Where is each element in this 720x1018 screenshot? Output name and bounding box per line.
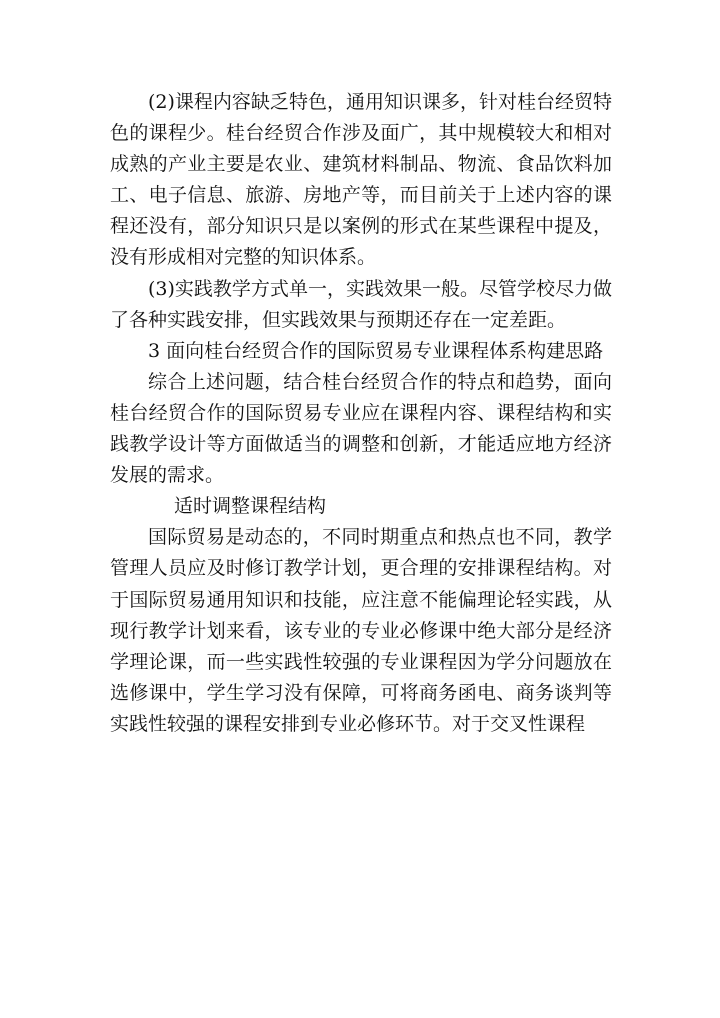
paragraph-section-intro: 综合上述问题，结合桂台经贸合作的特点和趋势，面向桂台经贸合作的国际贸易专业应在课程内容、课程结构和实践教学设计等方面做适当的调整和创新，才能适应地方经济发展的需求。: [110, 370, 612, 487]
document-page: [110, 87, 612, 740]
section-heading-3: 3 面向桂台经贸合作的国际贸易专业课程体系构建思路: [148, 339, 604, 362]
paragraph-course-content-issue: (2)课程内容缺乏特色，通用知识课多，针对桂台经贸特色的课程少。桂台经贸合作涉及面广，其中规模较大和相对成熟的产业主要是农业、建筑材料制品、物流、食品饮料加工、电子信息、旅游、房地产等，而目前关于上述内容的课程还没有，部分知识只是以案例的形式在某些课程中提及，没有形成相对完整的知识体系。: [110, 91, 612, 269]
paragraph-practice-teaching-issue: (3)实践教学方式单一，实践效果一般。尽管学校尽力做了各种实践安排，但实践效果与预期还存在一定差距。: [110, 277, 612, 331]
paragraph-adjust-structure-body: 国际贸易是动态的，不同时期重点和热点也不同，教学管理人员应及时修订教学计划，更合理的安排课程结构。对于国际贸易通用知识和技能，应注意不能偏理论轻实践，从现行教学计划来看，该专业的专业必修课中绝大部分是经济学理论课，而一些实践性较强的专业课程因为学分问题放在选修课中，学生学习没有保障，可将商务函电、商务谈判等实践性较强的课程安排到专业必修环节。对于交叉性课程: [110, 526, 612, 735]
subsection-heading-adjust-structure: 适时调整课程结构: [174, 495, 327, 518]
